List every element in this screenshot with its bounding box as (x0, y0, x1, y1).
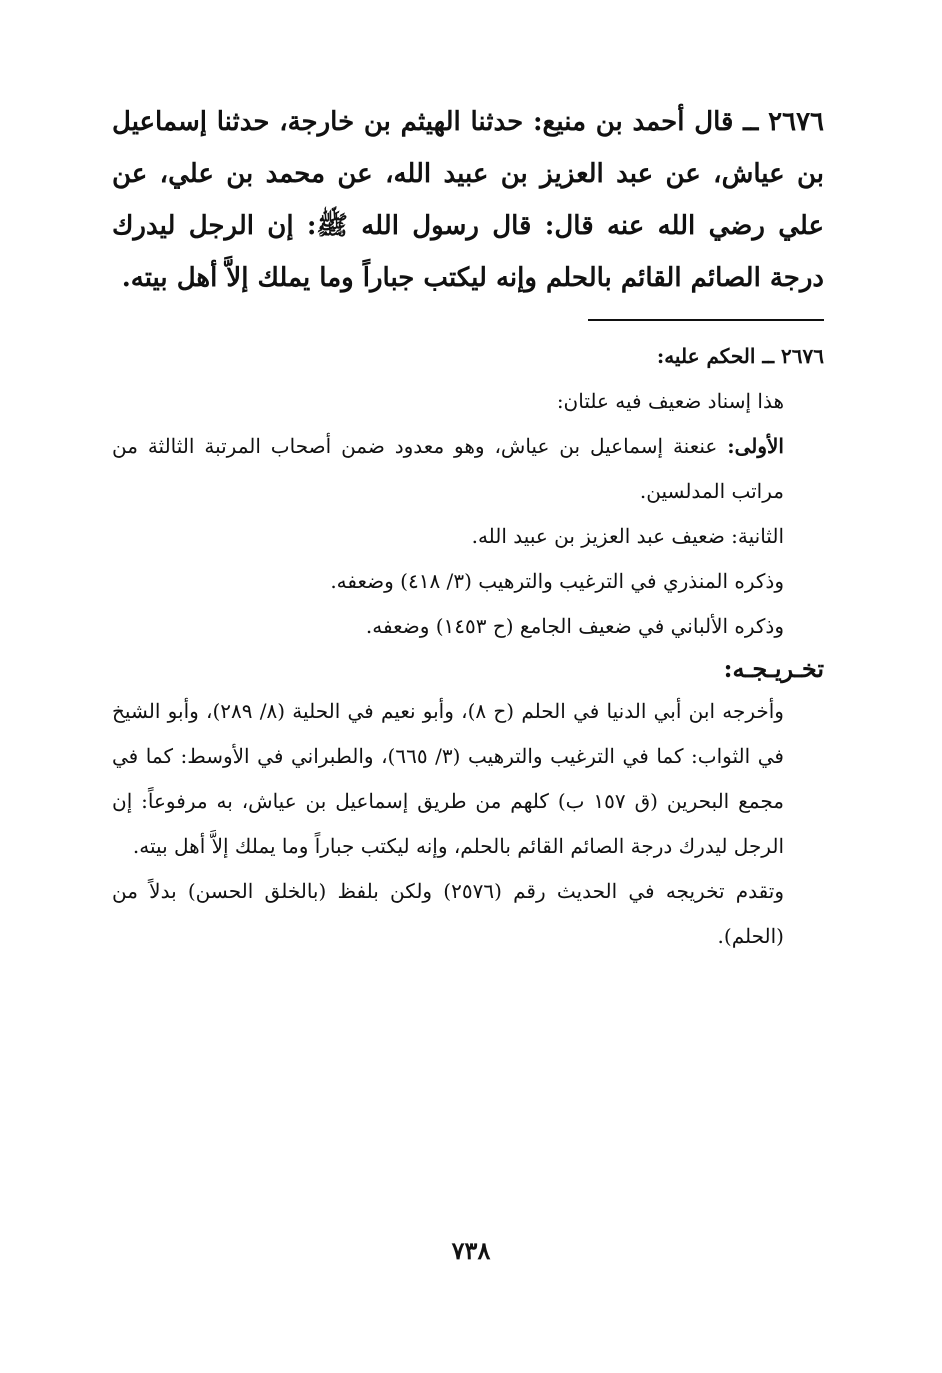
ruling-intro: هذا إسناد ضعيف فيه علتان: (556, 389, 784, 413)
takhrij-paragraph: وأخرجه ابن أبي الدنيا في الحلم (ح ٨)، وأبو نعيم في الحلية (٨/ ٢٨٩)، وأبو الشيخ في الثواب: كما في الترغيب والترهيب (٣/ ٦٦٥)، والطبراني في الأوسط: كما في مجمع البحرين (ق ١٥٧ ب) كلهم من طريق إسماعيل بن عياش، به مرفوعاً: إن الرجل ليدرك درجة الصائم القائم بالحلم، وإنه ليكتب جباراً وما يملك إلاَّ أهل بيته. (112, 699, 784, 858)
mundhiri-reference: وذكره المنذري في الترغيب والترهيب (٣/ ٤١٨) وضعفه. (330, 569, 784, 593)
albani-reference: وذكره الألباني في ضعيف الجامع (ح ١٤٥٣) وضعفه. (365, 614, 784, 638)
first-defect-text: عنعنة إسماعيل بن عياش، وهو معدود ضمن أصحاب المرتبة الثالثة من مراتب المدلسين. (112, 434, 784, 503)
ruling-second-defect: الثانية: ضعيف عبد العزيز بن عبيد الله. (471, 524, 784, 548)
ruling-heading: ٢٦٧٦ ــ الحكم عليه: (656, 344, 824, 368)
page-number: ٧٣٨ (451, 1236, 491, 1265)
takhrij-cross-reference: وتقدم تخريجه في الحديث رقم (٢٥٧٦) ولكن بلفظ (بالخلق الحسن) بدلاً من (الحلم). (112, 879, 784, 948)
hadith-text: ٢٦٧٦ ــ قال أحمد بن منيع: حدثنا الهيثم بن خارجة، حدثنا إسماعيل بن عياش، عن عبد العزيز بن عبيد الله، عن محمد بن علي، عن علي رضي الله عنه قال: قال رسول الله ﷺ: إن الرجل ليدرك درجة الصائم القائم بالحلم وإنه ليكتب جباراً وما يملك إلاَّ أهل بيته. (112, 107, 824, 293)
takhrij-heading: تخـريـجـه: (723, 654, 824, 683)
first-defect-label: الأولى: (727, 434, 784, 458)
ruling-first-defect (112, 424, 824, 514)
footnotes (112, 334, 824, 959)
footnote-separator (588, 319, 824, 321)
